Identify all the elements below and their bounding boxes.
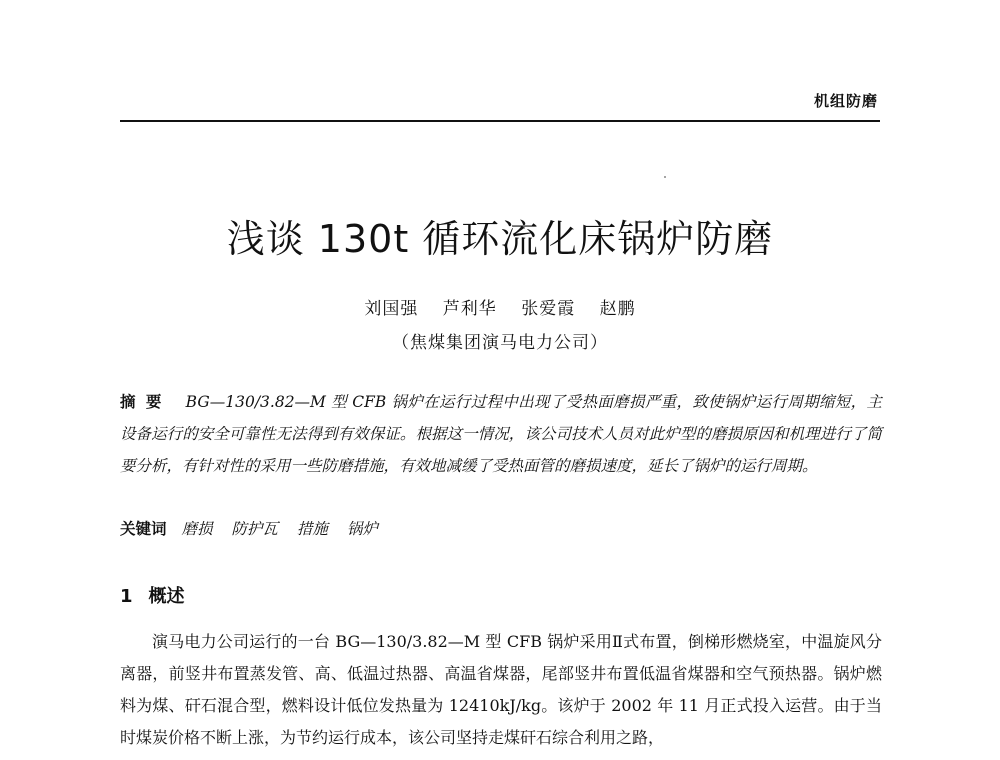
abstract-text: BG—130/3.82—M 型 CFB 锅炉在运行过程中出现了受热面磨损严重，致使锅炉运行周期缩短，主设备运行的安全可靠性无法得到有效保证。根据这一情况，该公司技术人员对此炉型的磨损原因和机理进行了简要分析，有针对性的采用一些防磨措施，有效地减缓了受热面管的磨损速度，延长了锅炉的运行周期。 (120, 393, 882, 475)
abstract-label: 摘要 (120, 392, 172, 411)
keywords-label: 关键词 (120, 519, 167, 538)
author-name: 赵鹏 (599, 299, 636, 319)
scan-speck (664, 176, 666, 178)
keyword: 防护瓦 (231, 520, 278, 538)
running-header: 机组防磨 (813, 92, 878, 110)
abstract-block (120, 386, 882, 482)
body-paragraph: 演马电力公司运行的一台 BG—130/3.82—M 型 CFB 锅炉采用Ⅱ式布置，倒梯形燃烧室，中温旋风分离器，前竖井布置蒸发管、高、低温过热器、高温省煤器，尾部竖井布置低温省煤器和空气预热器。锅炉燃料为煤、矸石混合型，燃料设计低位发热量为 12410kJ/kg。该炉于 2002 年 11 月正式投入运营。由于当时煤炭价格不断上涨，为节约运行成本，该公司坚持走煤矸石综合利用之路， (120, 632, 882, 747)
affiliation: （焦煤集团演马电力公司） (392, 333, 608, 353)
author-name: 刘国强 (364, 299, 419, 319)
keyword: 磨损 (181, 520, 213, 538)
section-title: 概述 (148, 586, 185, 607)
author-list (120, 294, 880, 319)
paper-title: 浅谈 130t 循环流化床锅炉防磨 (226, 217, 774, 261)
keyword: 措施 (296, 520, 328, 538)
header-rule (120, 120, 880, 122)
author-name: 芦利华 (442, 299, 497, 319)
author-name: 张爱霞 (521, 299, 576, 319)
section-heading (120, 582, 185, 608)
keywords-block (120, 516, 880, 542)
section-number: 1 (120, 586, 133, 607)
keyword: 锅炉 (346, 520, 378, 538)
